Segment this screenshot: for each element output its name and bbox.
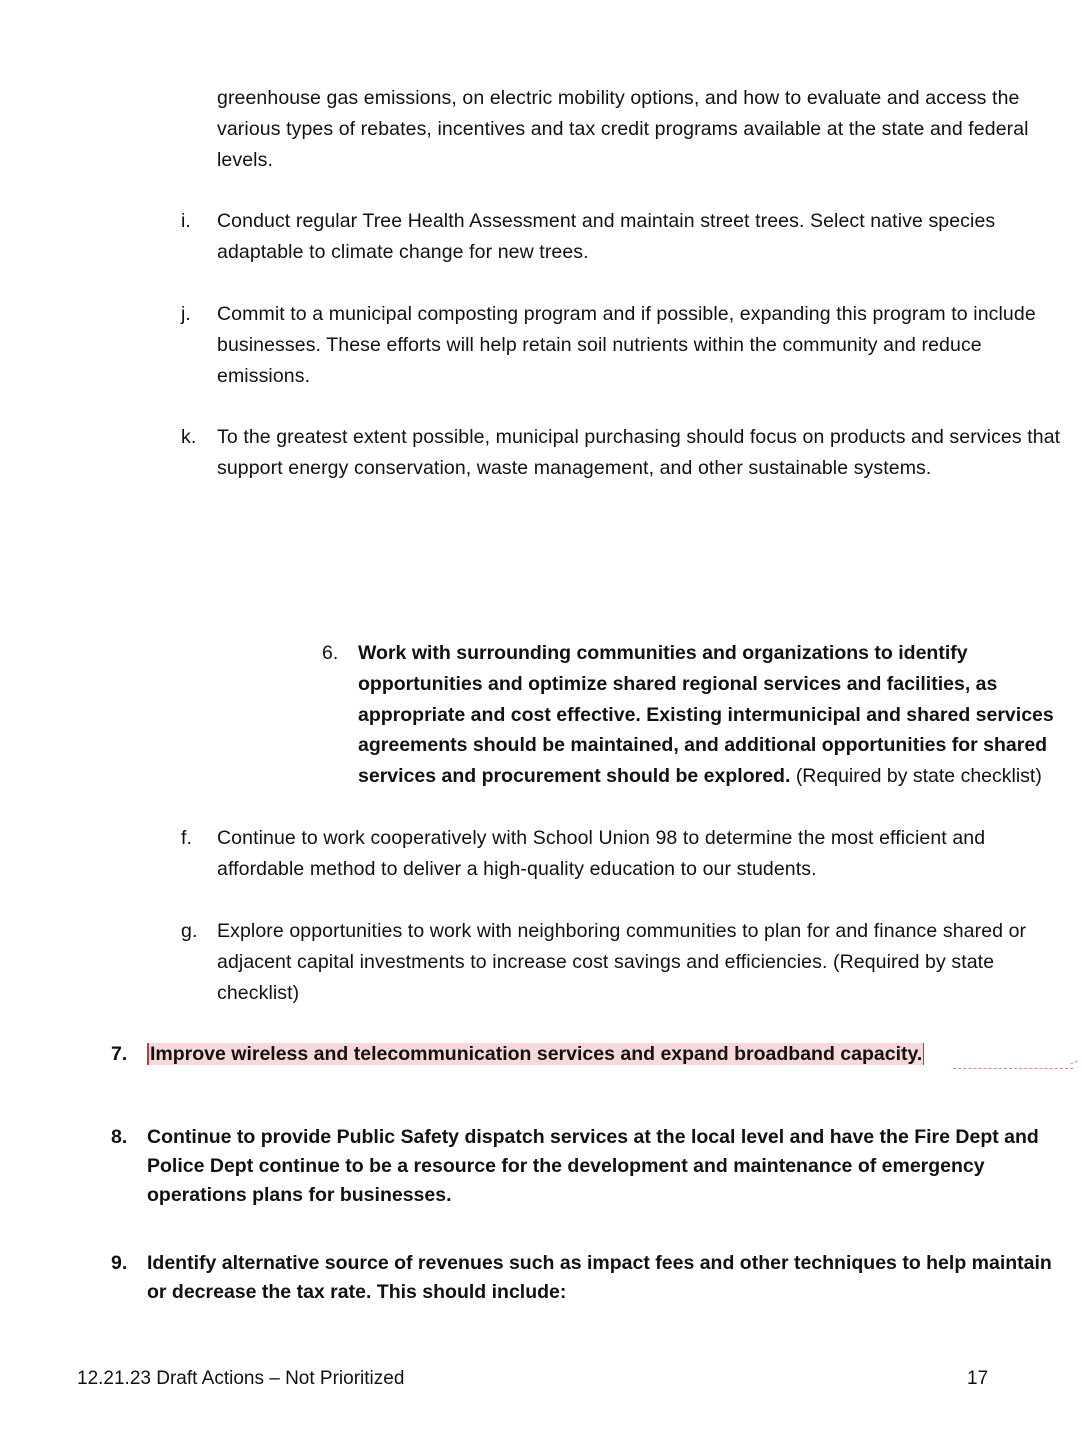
item-9-number: 9. [111, 1252, 128, 1274]
list-marker-k: k. [181, 426, 197, 448]
list-marker-i: i. [181, 210, 191, 232]
list-item-f: Continue to work cooperatively with School Union 98 to determine the most efficient and affordable method to deliver a high-quality education to our students. [217, 827, 986, 880]
list-item-k: To the greatest extent possible, municipal purchasing should focus on products and services that support energy conservation, waste management, and other sustainable systems. [217, 426, 1061, 479]
comment-connector-tick [1070, 1060, 1078, 1064]
list-marker-g: g. [181, 920, 198, 942]
comment-connector-line [953, 1068, 1073, 1069]
continuation-paragraph: greenhouse gas emissions, on electric mobility options, and how to evaluate and access the various types of rebates, incentives and tax credit programs available at the state and federal levels. [217, 87, 1029, 171]
list-item-j: Commit to a municipal composting program and if possible, expanding this program to include businesses. These efforts will help retain soil nutrients within the community and reduce emissions. [217, 303, 1036, 387]
footer-label: 12.21.23 Draft Actions – Not Prioritized [77, 1368, 405, 1389]
page-number: 17 [967, 1368, 989, 1389]
list-item-i: Conduct regular Tree Health Assessment and maintain street trees. Select native species adaptable to climate change for new trees. [217, 210, 996, 263]
item-8-number: 8. [111, 1126, 128, 1148]
item-6-bold-text: Work with surrounding communities and organizations to identify opportunities and optimize shared regional services and facilities, as appropriate and cost effective. Existing intermunicipal and shared services agreements should be maintained, and additional opportunities for shared services and procurement should be explored. [358, 642, 1054, 788]
item-8-text: Continue to provide Public Safety dispatch services at the local level and have the Fire Dept and Police Dept continue to be a resource for the development and maintenance of emergency operations plans for businesses. [147, 1126, 1039, 1206]
item-9-text: Identify alternative source of revenues such as impact fees and other techniques to help maintain or decrease the tax rate. This should include: [147, 1252, 1052, 1303]
item-6-note: (Required by state checklist) [795, 765, 1042, 788]
item-6-number: 6. [322, 642, 339, 664]
list-marker-f: f. [181, 827, 193, 849]
list-item-g: Explore opportunities to work with neighboring communities to plan for and finance shared or adjacent capital investments to increase cost savings and efficiencies. (Required by state checklist) [217, 920, 1027, 1004]
item-7-number: 7. [111, 1043, 128, 1065]
tracked-change-highlight[interactable]: Improve wireless and telecommunication services and expand broadband capacity. [147, 1043, 924, 1065]
item-7-text [147, 1040, 1052, 1069]
list-marker-j: j. [181, 303, 191, 325]
item-6-text [358, 638, 1058, 792]
